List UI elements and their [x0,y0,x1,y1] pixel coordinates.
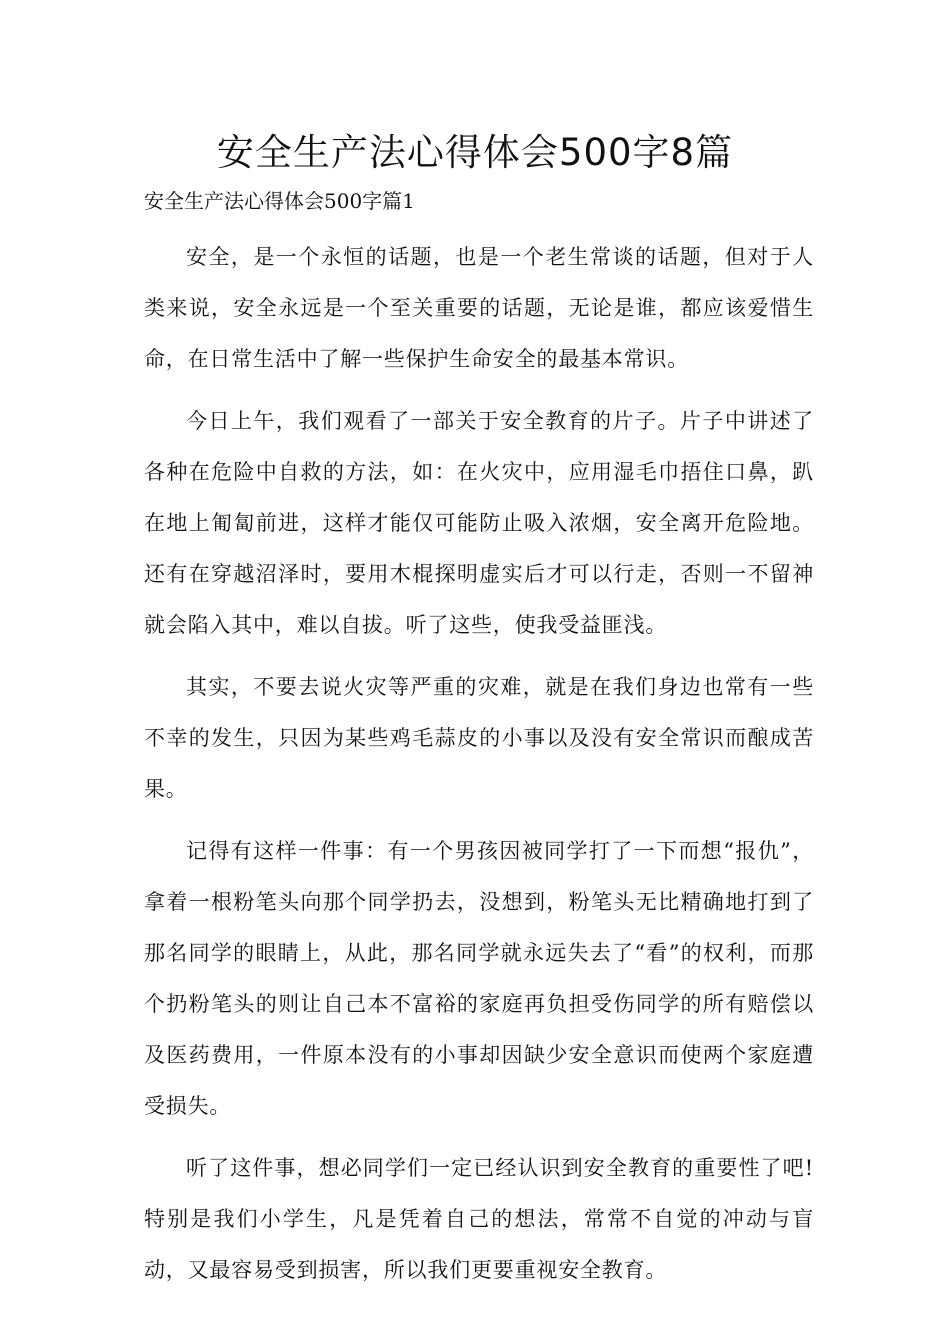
section-heading: 安全生产法心得体会500字篇1 [144,189,415,213]
paragraph: 其实，不要去说火灾等严重的灾难，就是在我们身边也常有一些不幸的发生，只因为某些鸡毛蒜皮的小事以及没有安全常识而酿成苦果。 [144,675,814,801]
paragraph: 安全，是一个永恒的话题，也是一个老生常谈的话题，但对于人类来说，安全永远是一个至关重要的话题，无论是谁，都应该爱惜生命，在日常生活中了解一些保护生命安全的最基本常识。 [144,245,814,371]
paragraph: 今日上午，我们观看了一部关于安全教育的片子。片子中讲述了各种在危险中自救的方法，如：在火灾中，应用湿毛巾捂住口鼻，趴在地上匍匐前进，这样才能仅可能防止吸入浓烟，安全离开危险地。还有在穿越沼泽时，要用木棍探明虚实后才可以行走，否则一不留神就会陷入其中，难以自拔。听了这些，使我受益匪浅。 [144,409,814,637]
document-body [144,232,814,1307]
paragraph: 听了这件事，想必同学们一定已经认识到安全教育的重要性了吧!特别是我们小学生，凡是凭着自己的想法，常常不自觉的冲动与盲动，又最容易受到损害，所以我们更要重视安全教育。 [144,1156,814,1282]
paragraph: 记得有这样一件事：有一个男孩因被同学打了一下而想“报仇”，拿着一根粉笔头向那个同学扔去，没想到，粉笔头无比精确地打到了那名同学的眼睛上，从此，那名同学就永远失去了“看”的权利，而那个扔粉笔头的则让自己本不富裕的家庭再负担受伤同学的所有赔偿以及医药费用，一件原本没有的小事却因缺少安全意识而使两个家庭遭受损失。 [144,839,814,1118]
document-title: 安全生产法心得体会500字8篇 [216,131,734,174]
